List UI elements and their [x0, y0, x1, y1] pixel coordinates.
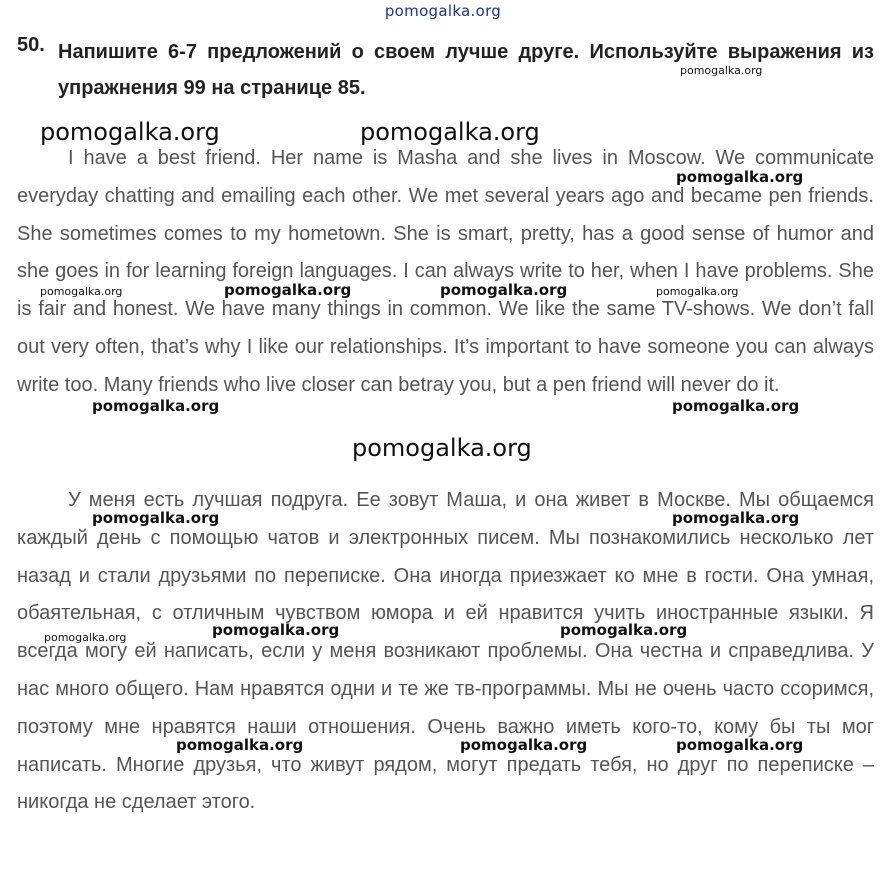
- watermark: pomogalka.org: [92, 509, 220, 527]
- english-paragraph: I have a best friend. Her name is Masha and she lives in Moscow. We communicate everyday chatting and emailing each other. We met several years ago and became pen friends. She sometimes comes to my hometown. She is smart, pretty, has a good sense of humor and she goes in for learning foreign languages. I can always write to her, when I have problems. She is fair and honest. We have many things in common. We like the same TV-shows. We don’t fall out very often, that’s why I like our relationships. It’s important to have someone you can always write too. Many friends who live closer can betray you, but a pen friend will never do it.: [17, 147, 874, 396]
- watermark: pomogalka.org: [224, 281, 352, 299]
- watermark: pomogalka.org: [672, 397, 800, 415]
- watermark: pomogalka.org: [440, 281, 568, 299]
- watermark: pomogalka.org: [92, 397, 220, 415]
- watermark: pomogalka.org: [672, 509, 800, 527]
- russian-paragraph: У меня есть лучшая подруга. Ее зовут Маша, и она живет в Москве. Мы общаемся каждый день с помощью чатов и электронных писем. Мы познакомились несколько лет назад и стали друзьями по переписке. Она иногда приезжает ко мне в гости. Она умная, обаятельная, с отличным чувством юмора и ей нравится учить иностранные языки. Я всегда могу ей написать, если у меня возникают проблемы. Она честна и справедлива. У нас много общего. Нам нравятся одни и те же тв-программы. Мы не очень часто ссоримся, поэтому мне нравятся наши отношения. Очень важно иметь кого-то, кому бы ты мог написать. Многие друзья, что живут рядом, могут предать тебя, но друг по переписке – никогда не сделает этого.: [17, 489, 874, 814]
- watermark: pomogalka.org: [40, 118, 220, 146]
- watermark: pomogalka.org: [352, 434, 532, 462]
- watermark: pomogalka.org: [560, 621, 688, 639]
- watermark: pomogalka.org: [212, 621, 340, 639]
- watermark: pomogalka.org: [656, 285, 739, 298]
- watermark: pomogalka.org: [360, 118, 540, 146]
- watermark: pomogalka.org: [676, 168, 804, 186]
- watermark: pomogalka.org: [44, 631, 127, 644]
- watermark: pomogalka.org: [40, 285, 123, 298]
- watermark: pomogalka.org: [676, 736, 804, 754]
- task-number: 50.: [17, 34, 45, 56]
- top-watermark: pomogalka.org: [384, 2, 502, 20]
- watermark: pomogalka.org: [460, 736, 588, 754]
- watermark: pomogalka.org: [680, 64, 763, 77]
- watermark: pomogalka.org: [176, 736, 304, 754]
- task-instruction: Напишите 6-7 предложений о своем лучше друге. Используйте выражения из упражнения 99 на странице 85.: [58, 41, 874, 99]
